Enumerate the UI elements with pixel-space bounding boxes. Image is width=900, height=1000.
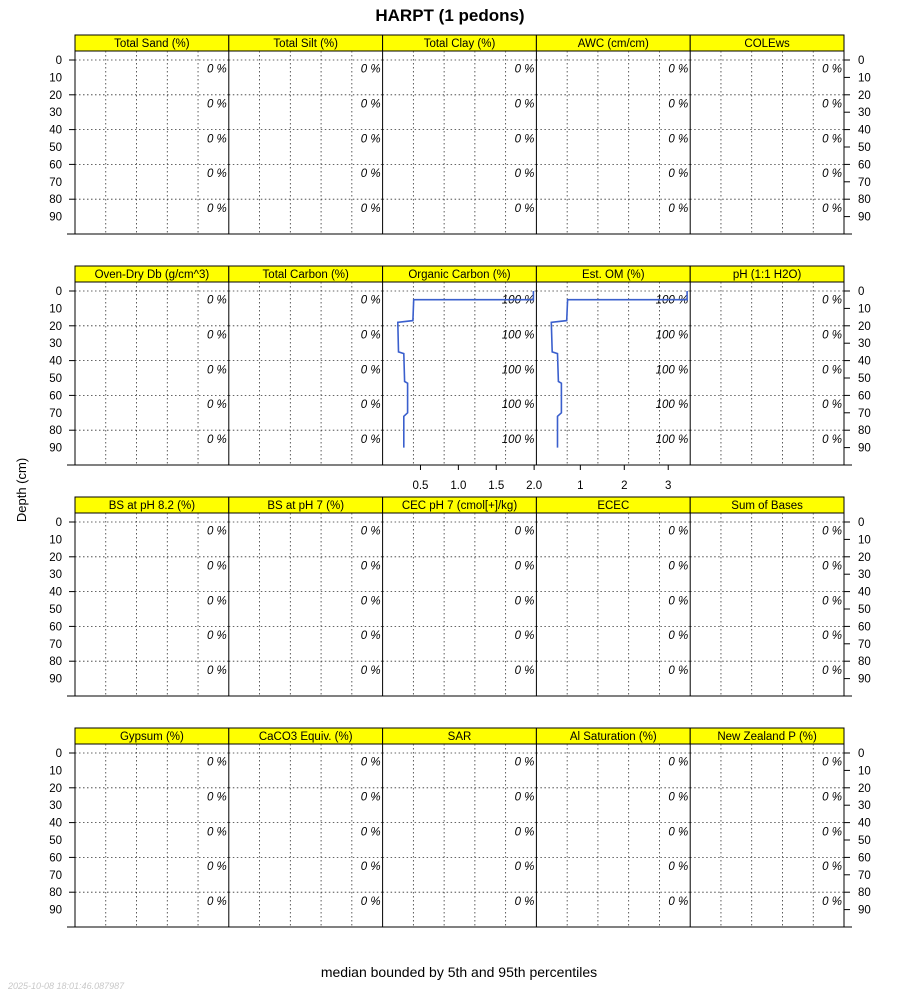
panel [536,497,690,696]
row-axes [49,51,871,234]
panel-strip-label: Sum of Bases [731,500,803,512]
y-tick-label: 20 [858,89,871,102]
panel-pct-label: 0 % [822,895,842,908]
y-tick-label: 0 [858,286,865,298]
panel-pct-label: 0 % [360,364,381,377]
x-tick-label: 2 [621,480,628,492]
panel-pct-label: 0 % [822,664,842,677]
panel-pct-label: 0 % [822,133,842,146]
panel-pct-label: 0 % [206,202,227,215]
panel-pct-label: 0 % [206,756,227,769]
panel-strip-label: BS at pH 8.2 (%) [108,500,196,512]
panel-pct-label: 0 % [514,630,535,643]
y-tick-label: 60 [858,852,871,865]
panel-pct-label: 0 % [360,63,381,76]
y-tick-label: 50 [858,373,871,385]
panel-pct-label: 100 % [655,364,689,377]
panel-pct-label: 0 % [206,595,227,608]
y-tick-label: 30 [858,800,871,813]
y-tick-label: 70 [49,869,62,882]
panel-pct-label: 0 % [206,826,227,839]
y-axis-label: Depth (cm) [14,457,29,523]
y-tick-label: 80 [49,194,62,207]
y-tick-label: 40 [49,355,62,368]
panel [383,728,537,927]
panel-pct-label: 0 % [822,630,842,643]
y-tick-label: 60 [49,159,62,172]
y-tick-label: 20 [858,320,871,333]
y-tick-label: 10 [858,534,871,547]
panel-pct-label: 0 % [206,560,227,573]
y-tick-label: 0 [55,517,62,529]
panel-strip-label: CaCO3 Equiv. (%) [258,731,353,743]
row-axes [49,513,871,696]
panel-pct-label: 100 % [501,329,535,342]
panel-strip-label: Total Sand (%) [114,38,190,50]
panel-pct-label: 0 % [360,791,381,804]
panel-pct-label: 0 % [514,202,535,215]
y-tick-label: 60 [49,621,62,634]
panel-pct-label: 0 % [822,826,842,839]
y-tick-label: 60 [49,852,62,865]
panel-pct-label: 0 % [668,133,689,146]
panel-pct-label: 0 % [360,560,381,573]
panel-strip-label: Est. OM (%) [581,269,645,281]
panel [690,266,844,465]
y-tick-label: 30 [49,800,62,813]
panel-pct-label: 0 % [822,525,842,538]
panel-pct-label: 0 % [514,756,535,769]
panel-pct-label: 0 % [822,433,842,446]
y-tick-label: 70 [858,638,871,651]
panel-strip-label: ECEC [597,500,630,512]
y-tick-label: 70 [858,176,871,189]
y-tick-label: 40 [858,817,871,830]
chart-title: HARPT (1 pedons) [375,6,525,25]
panel-pct-label: 0 % [668,826,689,839]
panel-pct-label: 0 % [822,399,842,412]
panel-pct-label: 100 % [501,294,535,307]
panel [690,35,844,234]
x-tick-label: 3 [665,480,672,492]
panel-pct-label: 0 % [206,664,227,677]
panel-pct-label: 0 % [514,826,535,839]
panel [536,266,690,492]
panel-pct-label: 0 % [360,399,381,412]
panel-pct-label: 0 % [514,560,535,573]
y-tick-label: 30 [858,569,871,582]
y-tick-label: 20 [49,89,62,102]
chart-footer: median bounded by 5th and 95th percentiles [320,964,598,980]
panel-pct-label: 100 % [655,329,689,342]
panel-pct-label: 0 % [668,525,689,538]
y-tick-label: 50 [49,142,62,154]
y-tick-label: 70 [49,638,62,651]
y-tick-label: 20 [49,782,62,795]
y-tick-label: 30 [49,338,62,351]
panel-pct-label: 0 % [514,98,535,111]
panel-strip-label: SAR [447,731,472,743]
y-tick-label: 0 [55,748,62,760]
panel-pct-label: 0 % [514,168,535,181]
panel-pct-label: 0 % [668,202,689,215]
panel-pct-label: 0 % [206,294,227,307]
row-axes [49,744,871,927]
panel-pct-label: 0 % [360,861,381,874]
y-tick-label: 90 [858,211,871,224]
panel [536,728,690,927]
y-tick-label: 50 [49,835,62,847]
panel-pct-label: 100 % [655,294,689,307]
y-tick-label: 40 [858,124,871,137]
y-tick-label: 0 [55,55,62,67]
y-tick-label: 60 [858,390,871,403]
panel [383,497,537,696]
y-tick-label: 30 [49,107,62,120]
panel-pct-label: 100 % [655,433,689,446]
panel-pct-label: 0 % [360,826,381,839]
y-tick-label: 80 [49,887,62,900]
panel-strip-label: Gypsum (%) [119,731,184,743]
y-tick-label: 20 [49,551,62,564]
panel-pct-label: 0 % [668,595,689,608]
panel-pct-label: 100 % [501,364,535,377]
y-tick-label: 10 [858,765,871,778]
y-tick-label: 90 [49,442,62,455]
panel-strip-label: New Zealand P (%) [717,731,817,743]
panel-pct-label: 0 % [206,399,227,412]
panel [536,35,690,234]
panel-pct-label: 0 % [206,861,227,874]
panel-pct-label: 0 % [822,364,842,377]
panel-pct-label: 0 % [668,98,689,111]
panel [229,35,383,234]
panel-pct-label: 0 % [822,294,842,307]
panel [229,497,383,696]
panel-strip-label: pH (1:1 H2O) [732,269,802,281]
panel-pct-label: 0 % [514,133,535,146]
x-tick-label: 1.0 [450,480,467,492]
panel [690,497,844,696]
y-tick-label: 0 [55,286,62,298]
panel [75,35,229,234]
y-tick-label: 80 [858,194,871,207]
y-tick-label: 90 [49,673,62,686]
panel-strip-label: Al Saturation (%) [569,731,657,743]
panel-pct-label: 0 % [822,202,842,215]
y-tick-label: 0 [858,517,865,529]
panel-pct-label: 100 % [501,399,535,412]
y-tick-label: 70 [858,869,871,882]
panel-pct-label: 0 % [822,756,842,769]
y-tick-label: 80 [858,425,871,438]
x-tick-label: 2.0 [526,480,543,492]
x-tick-label: 1.5 [488,480,505,492]
panel-pct-label: 0 % [668,63,689,76]
panel-pct-label: 0 % [822,861,842,874]
panel-pct-label: 0 % [668,168,689,181]
panel-strip-label: Total Silt (%) [273,38,338,50]
panel-pct-label: 0 % [360,202,381,215]
y-tick-label: 60 [858,159,871,172]
panel-pct-label: 0 % [822,98,842,111]
y-tick-label: 20 [858,551,871,564]
y-tick-label: 70 [49,176,62,189]
panel-pct-label: 0 % [206,630,227,643]
panel-strip-label: Organic Carbon (%) [408,269,511,281]
panel-pct-label: 0 % [668,560,689,573]
panel-pct-label: 0 % [668,791,689,804]
y-tick-label: 50 [858,835,871,847]
panel-pct-label: 0 % [206,364,227,377]
y-tick-label: 50 [49,604,62,616]
panel-pct-label: 0 % [668,664,689,677]
y-tick-label: 10 [49,534,62,547]
y-tick-label: 90 [858,904,871,917]
panel-pct-label: 0 % [822,595,842,608]
panel-strip-label: Oven-Dry Db (g/cm^3) [94,269,210,281]
y-tick-label: 40 [49,124,62,137]
panel-pct-label: 0 % [360,895,381,908]
panel-pct-label: 0 % [360,98,381,111]
y-tick-label: 20 [49,320,62,333]
panel-pct-label: 0 % [206,525,227,538]
panel-pct-label: 0 % [668,630,689,643]
y-tick-label: 80 [49,656,62,669]
y-tick-label: 0 [858,748,865,760]
y-tick-label: 70 [49,407,62,420]
y-tick-label: 0 [858,55,865,67]
panel [229,728,383,927]
panel [75,497,229,696]
y-tick-label: 60 [49,390,62,403]
panel-pct-label: 100 % [501,433,535,446]
panel-pct-label: 0 % [668,861,689,874]
panel-pct-label: 0 % [822,791,842,804]
panel-strip-label: Total Clay (%) [423,38,496,50]
panel-strip-label: AWC (cm/cm) [577,38,649,50]
y-tick-label: 80 [858,887,871,900]
panel-pct-label: 0 % [360,630,381,643]
panel-pct-label: 0 % [360,595,381,608]
y-tick-label: 10 [49,765,62,778]
y-tick-label: 20 [858,782,871,795]
panel-pct-label: 0 % [360,329,381,342]
panel-pct-label: 0 % [514,595,535,608]
panel-strip-label: BS at pH 7 (%) [267,500,345,512]
y-tick-label: 90 [49,904,62,917]
panel-pct-label: 0 % [206,133,227,146]
y-tick-label: 40 [858,586,871,599]
panel-pct-label: 0 % [206,895,227,908]
y-tick-label: 90 [49,211,62,224]
x-tick-label: 0.5 [412,480,429,492]
y-tick-label: 70 [858,407,871,420]
panel-pct-label: 0 % [360,168,381,181]
y-tick-label: 80 [858,656,871,669]
y-tick-label: 90 [858,673,871,686]
panel-pct-label: 0 % [206,329,227,342]
panel-pct-label: 0 % [360,525,381,538]
panel-pct-label: 0 % [360,294,381,307]
panel-pct-label: 0 % [206,433,227,446]
panel-pct-label: 0 % [668,895,689,908]
timestamp: 2025-10-08 18:01:46.087987 [8,981,125,991]
panel [383,35,537,234]
y-tick-label: 10 [49,303,62,316]
y-tick-label: 30 [858,338,871,351]
panel-pct-label: 0 % [822,329,842,342]
panel [75,266,229,465]
y-tick-label: 50 [858,142,871,154]
panel [690,728,844,927]
panel-pct-label: 0 % [360,664,381,677]
row-axes [49,282,871,465]
y-tick-label: 50 [49,373,62,385]
panel-pct-label: 0 % [360,133,381,146]
x-tick-label: 1 [577,480,584,492]
panel-pct-label: 100 % [655,399,689,412]
panel-pct-label: 0 % [822,560,842,573]
panel [75,728,229,927]
y-tick-label: 30 [49,569,62,582]
panel-pct-label: 0 % [514,63,535,76]
y-tick-label: 10 [49,72,62,85]
panel-pct-label: 0 % [514,791,535,804]
panel-pct-label: 0 % [206,791,227,804]
panel-strip-label: CEC pH 7 (cmol[+]/kg) [401,500,518,512]
panel-pct-label: 0 % [514,664,535,677]
y-tick-label: 10 [858,303,871,316]
y-tick-label: 60 [858,621,871,634]
panel-pct-label: 0 % [668,756,689,769]
panel-pct-label: 0 % [514,861,535,874]
panel-pct-label: 0 % [514,525,535,538]
y-tick-label: 40 [49,817,62,830]
y-tick-label: 90 [858,442,871,455]
panel-pct-label: 0 % [206,98,227,111]
y-tick-label: 10 [858,72,871,85]
panel-pct-label: 0 % [206,168,227,181]
panel-strip-label: COLEws [744,38,790,50]
panel-pct-label: 0 % [360,433,381,446]
y-tick-label: 80 [49,425,62,438]
panel-pct-label: 0 % [206,63,227,76]
panel-pct-label: 0 % [514,895,535,908]
y-tick-label: 40 [858,355,871,368]
panel [229,266,383,465]
panel-pct-label: 0 % [822,168,842,181]
panel [383,266,543,492]
y-tick-label: 50 [858,604,871,616]
panel-pct-label: 0 % [822,63,842,76]
panel-pct-label: 0 % [360,756,381,769]
y-tick-label: 40 [49,586,62,599]
y-tick-label: 30 [858,107,871,120]
panel-strip-label: Total Carbon (%) [262,269,349,281]
